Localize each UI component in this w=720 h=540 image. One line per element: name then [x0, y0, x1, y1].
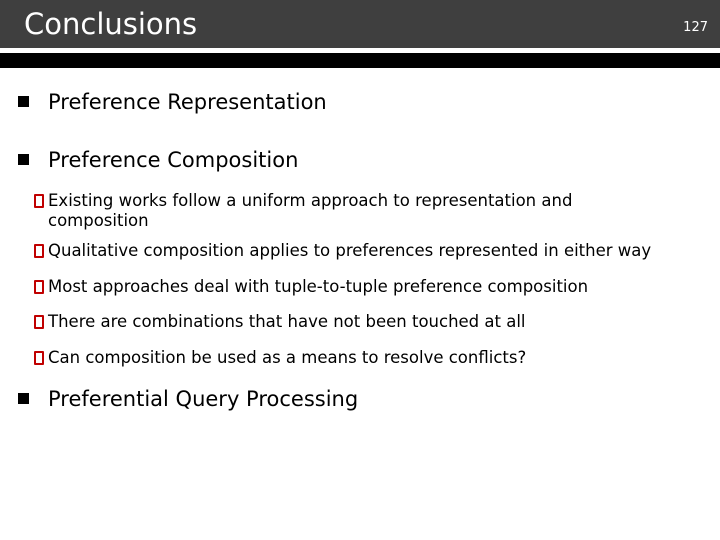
- sub-bullet-resolve-conflicts: [34, 348, 526, 368]
- slide-number: 127: [683, 20, 708, 35]
- sub-bullet-text: Can composition be used as a means to resolve conflicts?: [48, 348, 527, 367]
- sub-bullet-text: Existing works follow a uniform approach to representation and composition: [48, 191, 573, 230]
- box-bullet-icon: [34, 351, 44, 365]
- sub-bullet-uniform-approach: [34, 191, 648, 231]
- bullet-text: Preference Composition: [48, 148, 299, 172]
- header-divider: [0, 53, 720, 68]
- square-bullet-icon: [18, 96, 29, 107]
- bullet-preference-representation: [18, 89, 327, 115]
- sub-bullet-qualitative-composition: [34, 241, 651, 261]
- box-bullet-icon: [34, 244, 44, 258]
- box-bullet-icon: [34, 280, 44, 294]
- sub-bullet-text: There are combinations that have not been touched at all: [48, 312, 526, 331]
- bullet-text: Preferential Query Processing: [48, 387, 359, 411]
- slide-title: Conclusions: [24, 7, 198, 41]
- sub-bullet-untouched-combinations: [34, 312, 526, 332]
- sub-bullet-text: Most approaches deal with tuple-to-tuple preference composition: [48, 277, 589, 296]
- sub-bullet-tuple-composition: [34, 277, 588, 297]
- square-bullet-icon: [18, 393, 29, 404]
- bullet-text: Preference Representation: [48, 90, 327, 114]
- bullet-preference-composition: [18, 147, 298, 173]
- bullet-preferential-query-processing: [18, 386, 358, 412]
- box-bullet-icon: [34, 194, 44, 208]
- square-bullet-icon: [18, 154, 29, 165]
- box-bullet-icon: [34, 315, 44, 329]
- sub-bullet-text: Qualitative composition applies to preferences represented in either way: [48, 241, 652, 260]
- title-bar: [0, 0, 720, 48]
